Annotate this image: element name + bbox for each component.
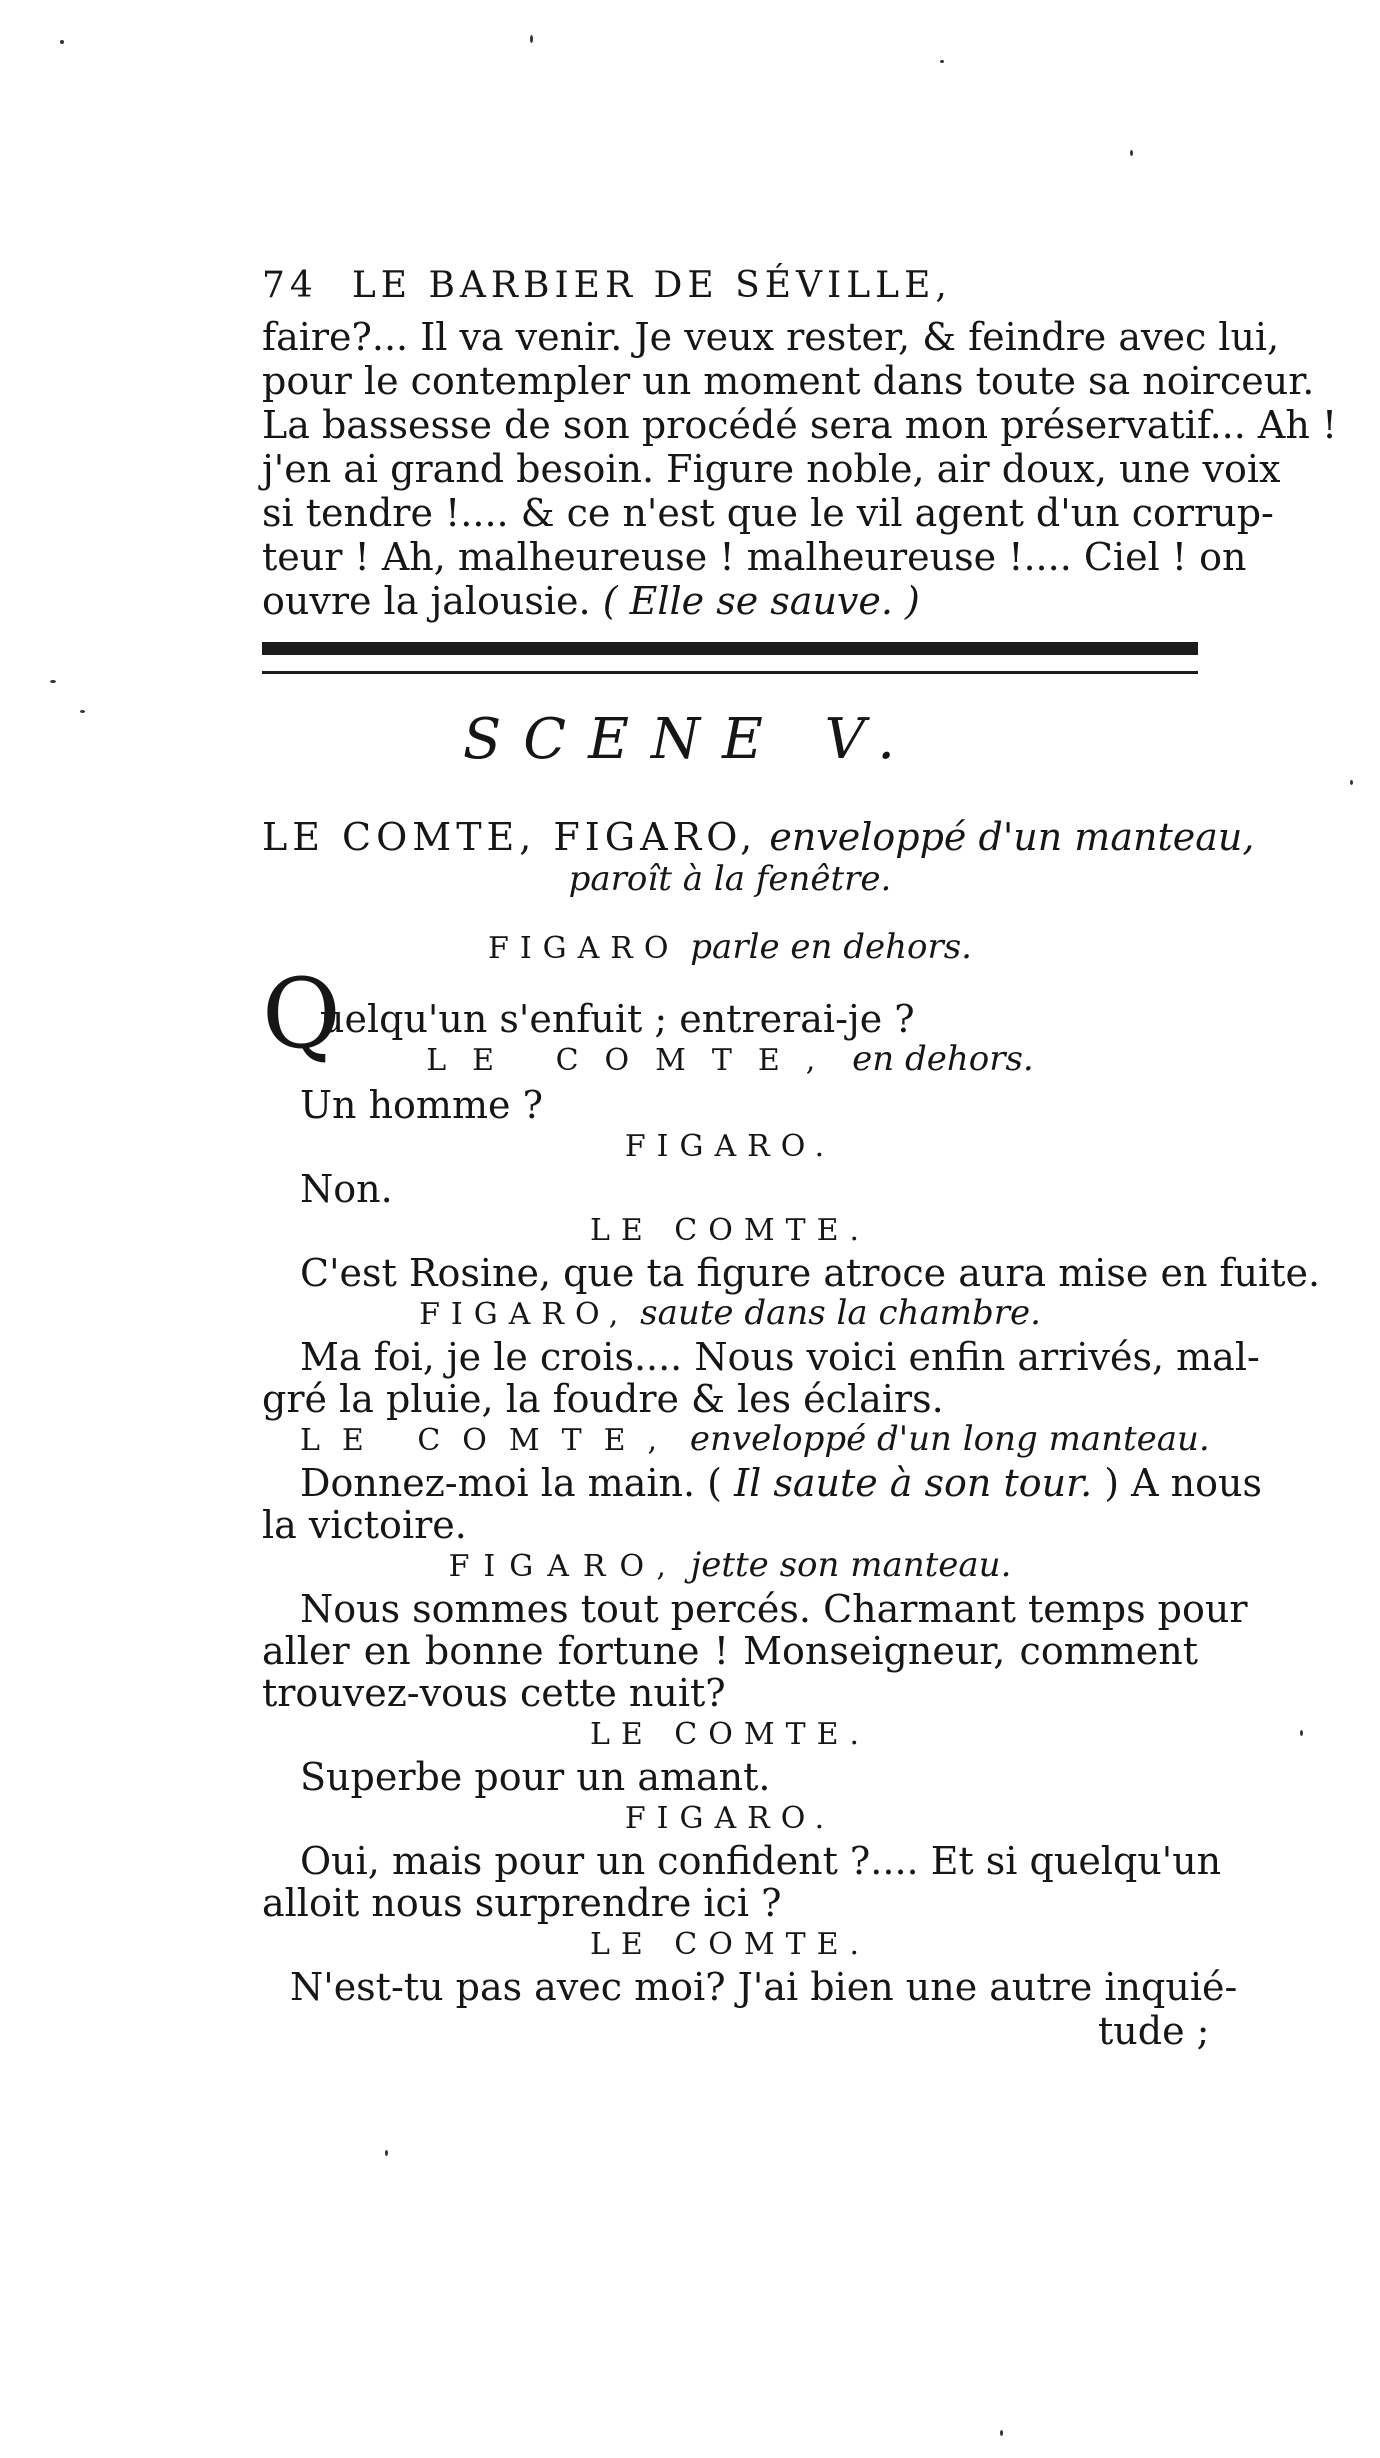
- speaker-name: FIGARO,: [419, 1297, 630, 1332]
- speech-line: [300, 1461, 1263, 1505]
- speech-line: Ma foi, je le crois.... Nous voici enfin arrivés, mal-: [300, 1335, 1260, 1379]
- speaker-name: FIGARO,: [448, 1549, 680, 1584]
- speech-line: uelqu'un s'enfuit ; entrerai-je ?: [320, 997, 915, 1041]
- stage-direction: Il saute à son tour.: [734, 1461, 1093, 1505]
- speech-line: Non.: [300, 1167, 393, 1211]
- cast-line: [262, 815, 1255, 859]
- speech-line: Superbe pour un amant.: [300, 1755, 771, 1799]
- speech-line: alloit nous surprendre ici ?: [262, 1881, 782, 1925]
- speech-text: ) A nous: [1104, 1461, 1263, 1505]
- speaker-heading: [262, 1926, 1198, 1960]
- prose-line-last: [262, 579, 920, 623]
- speech-line: C'est Rosine, que ta figure atroce aura mise en fuite.: [300, 1251, 1321, 1295]
- stage-direction: en dehors.: [852, 1039, 1034, 1079]
- paper-speck: [80, 710, 85, 713]
- speaker-heading: [262, 1293, 1198, 1333]
- cast-names: LE COMTE, FIGARO,: [262, 815, 758, 859]
- prose-line: si tendre !.... & ce n'est que le vil agent d'un corrup-: [262, 491, 1274, 535]
- paper-speck: [60, 40, 64, 44]
- speech-line: Nous sommes tout percés. Charmant temps pour: [300, 1587, 1248, 1631]
- speech-line: Un homme ?: [300, 1083, 543, 1127]
- paper-speck: [940, 60, 944, 63]
- scene-title: SCENE V.: [462, 707, 918, 772]
- paper-speck: [385, 2150, 388, 2156]
- paper-speck: [50, 680, 56, 683]
- paper-speck: [530, 35, 533, 43]
- speaker-name: LE COMTE.: [589, 1927, 871, 1962]
- speech-line: aller en bonne fortune ! Monseigneur, comment: [262, 1629, 1198, 1673]
- stage-direction: enveloppé d'un long manteau.: [689, 1419, 1210, 1459]
- thick-rule-divider: [262, 642, 1198, 655]
- prose-line: pour le contempler un moment dans toute sa noirceur.: [262, 359, 1315, 403]
- catchword: tude ;: [1098, 2009, 1210, 2053]
- stage-direction: jette son manteau.: [690, 1545, 1012, 1585]
- cast-direction-cont: paroît à la fenêtre.: [568, 859, 892, 899]
- speaker-name: FIGARO.: [624, 1801, 836, 1836]
- prose-line: teur ! Ah, malheureuse ! malheureuse !.... Ciel ! on: [262, 535, 1247, 579]
- speaker-name: LE COMTE,: [426, 1043, 842, 1078]
- speech-line: gré la pluie, la foudre & les éclairs.: [262, 1377, 944, 1421]
- speaker-name: FIGARO: [488, 931, 680, 966]
- speaker-heading: [262, 927, 1198, 967]
- speech-line: trouvez-vous cette nuit?: [262, 1671, 726, 1715]
- cast-direction: enveloppé d'un manteau,: [769, 815, 1255, 859]
- speaker-name: FIGARO.: [624, 1129, 836, 1164]
- paper-speck: [1300, 1730, 1303, 1736]
- speech-line: la victoire.: [262, 1503, 467, 1547]
- speaker-heading: [262, 1800, 1198, 1834]
- speaker-heading: [262, 1212, 1198, 1246]
- drop-cap: Q: [262, 958, 341, 1070]
- stage-direction: ( Elle se sauve. ): [602, 579, 920, 623]
- speech-line: Oui, mais pour un confident ?.... Et si quelqu'un: [300, 1839, 1222, 1883]
- prose-text: ouvre la jalousie.: [262, 579, 591, 623]
- running-title: LE BARBIER DE SÉVILLE,: [351, 265, 952, 306]
- speaker-heading: [262, 1039, 1198, 1079]
- speaker-heading: [262, 1716, 1198, 1750]
- prose-line: La bassesse de son procédé sera mon préservatif... Ah !: [262, 403, 1338, 447]
- stage-direction: parle en dehors.: [690, 927, 972, 967]
- thin-rule-divider: [262, 671, 1198, 674]
- stage-direction: saute dans la chambre.: [640, 1293, 1041, 1333]
- paper-speck: [1350, 780, 1353, 785]
- speaker-name: LE COMTE,: [300, 1423, 680, 1458]
- speech-text: Donnez-moi la main. (: [300, 1461, 722, 1505]
- speaker-name: LE COMTE.: [589, 1717, 871, 1752]
- page-number: 74: [262, 265, 318, 306]
- speaker-heading: [300, 1419, 1210, 1459]
- running-header: [262, 265, 952, 306]
- speech-line: N'est-tu pas avec moi? J'ai bien une autre inquié-: [290, 1965, 1238, 2009]
- prose-line: faire?... Il va venir. Je veux rester, & feindre avec lui,: [262, 315, 1280, 359]
- prose-line: j'en ai grand besoin. Figure noble, air doux, une voix: [262, 447, 1281, 491]
- speaker-name: LE COMTE.: [589, 1213, 871, 1248]
- speaker-heading: [262, 1545, 1198, 1585]
- paper-speck: [1130, 150, 1133, 156]
- speaker-heading: [262, 1128, 1198, 1162]
- paper-speck: [1000, 2430, 1003, 2436]
